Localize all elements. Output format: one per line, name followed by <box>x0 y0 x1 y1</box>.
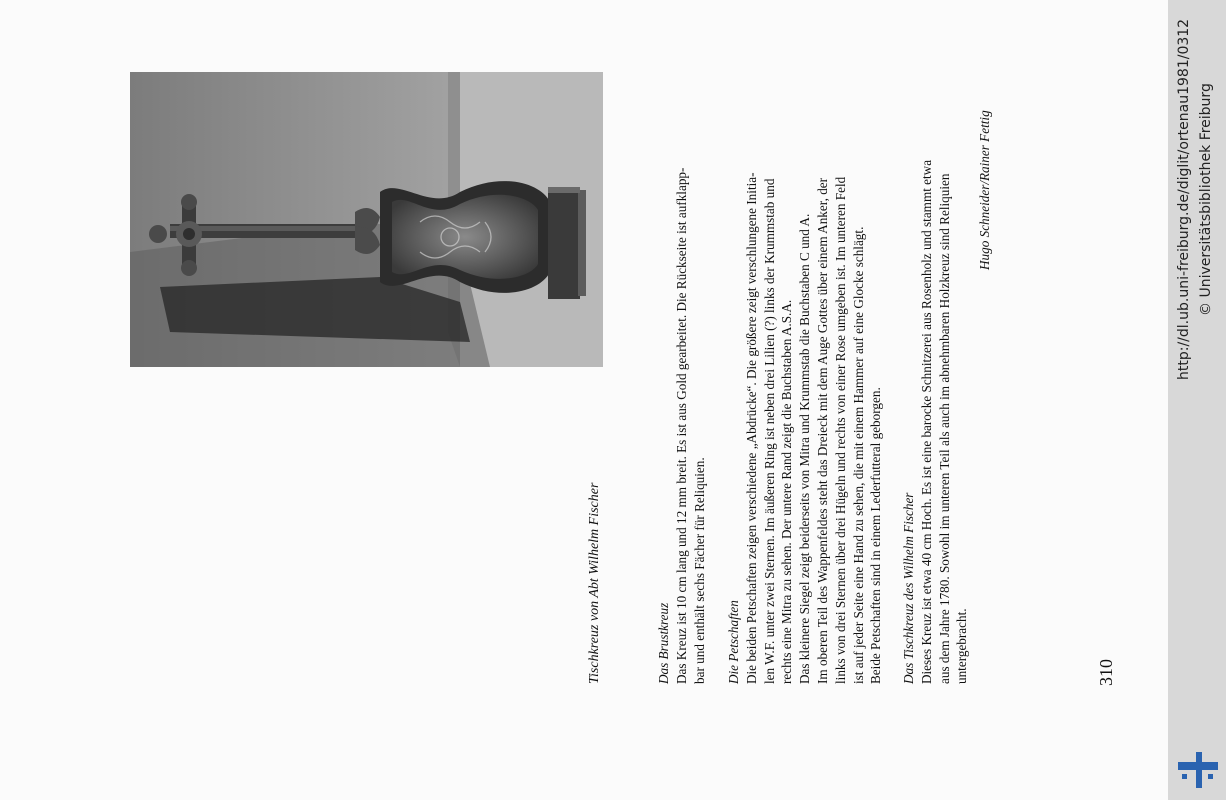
text-line: bar und enthält sechs Fächer für Reliquien. <box>691 457 707 684</box>
text-line: Beide Petschaften sind in einem Lederfutteral geborgen. <box>868 387 884 684</box>
section-petschaften <box>725 172 885 684</box>
section-heading: Das Brustkreuz <box>656 602 671 684</box>
text-line: Das Kreuz ist 10 cm lang und 12 mm breit. Es ist aus Gold gearbeitet. Die Rückseite ist aufklapp- <box>673 167 689 684</box>
author-signature: Hugo Schneider/Rainer Fettig <box>977 110 992 270</box>
text-line: links von drei Sternen über drei Hügeln und rechts von einer Rose umgeben ist. Im unteren Feld <box>832 176 848 684</box>
text-line: Die beiden Petschaften zeigen verschiedene „Abdrücke“. Die größere zeigt verschlungene Initia- <box>743 172 759 684</box>
text-line: rechts eine Mitra zu sehen. Der untere Rand zeigt die Buchstaben A.S.A. <box>779 299 795 684</box>
library-logo-icon <box>1176 748 1220 792</box>
text-line: len W.F. unter zwei Sternen. Im äußeren Ring ist neben drei Lilien (?) links der Krummstab und <box>761 178 777 684</box>
text-line: ist auf jeder Seite eine Hand zu sehen, die mit einem Hammer auf eine Glocke schlägt. <box>850 226 866 684</box>
text-line: Dieses Kreuz ist etwa 40 cm Hoch. Es ist eine barocke Schnitzerei aus Rosenholz und stammt etwa <box>918 159 934 684</box>
text-line: Im oberen Teil des Wappenfeldes steht das Dreieck mit dem Auge Gottes über einem Anker, der <box>814 177 830 684</box>
text-line: Das kleinere Siegel zeigt beiderseits von Mitra und Krummstab die Buchstaben C und A. <box>797 213 813 684</box>
table-cross-photo <box>130 72 603 367</box>
text-line: aus dem Jahre 1780. Sowohl im unteren Teil als auch im abnehmbaren Holzkreuz sind Reliquien <box>936 173 952 684</box>
section-tischkreuz <box>900 160 971 684</box>
section-brustkreuz <box>655 168 708 684</box>
digital-library-sidebar <box>1168 0 1226 800</box>
text-line: untergebracht. <box>954 608 970 684</box>
section-heading: Die Petschaften <box>726 600 741 684</box>
section-heading: Das Tischkreuz des Wilhelm Fischer <box>901 492 916 684</box>
figure-caption: Tischkreuz von Abt Wilhelm Fischer <box>587 482 602 684</box>
source-url-link[interactable]: http://dl.ub.uni-freiburg.de/diglit/ortenau1981/0312 <box>1176 18 1192 380</box>
copyright-notice: © Universitätsbibliothek Freiburg <box>1198 83 1214 316</box>
page-number: 310 <box>1096 659 1116 686</box>
